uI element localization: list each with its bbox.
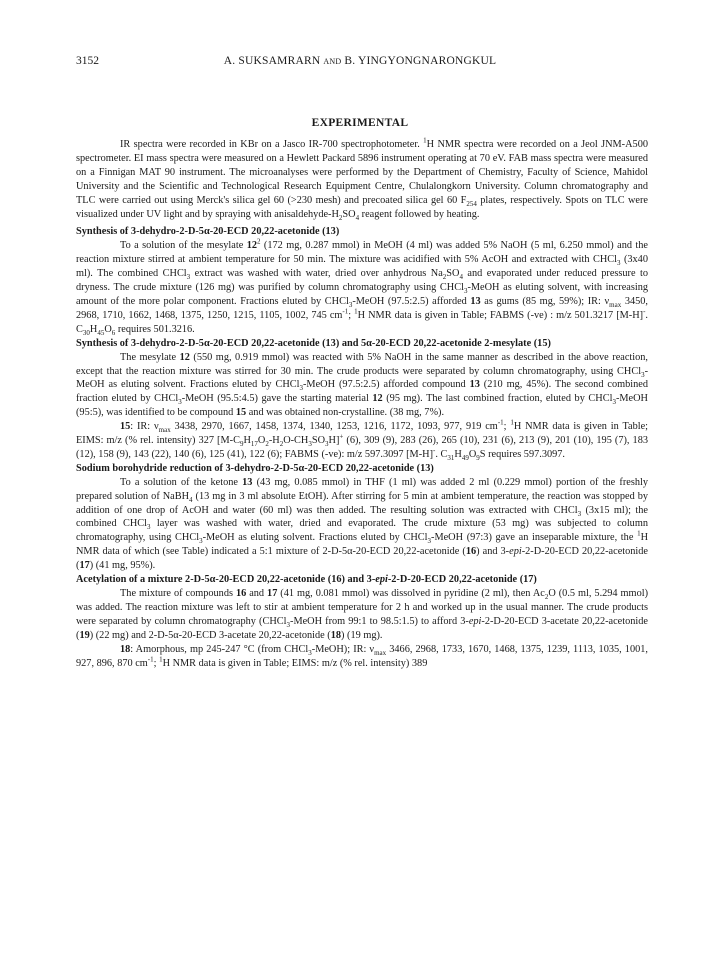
body-paragraph: To a solution of the ketone 13 (43 mg, 0.085 mmol) in THF (1 ml) was added 2 ml (0.229 mmol) portion of the freshly prepared solution of NaBH$_4$ (13 mg in 3 ml absolute EtOH). After stirring for 5 min at ambient temperature, the reaction was stopped by addition of one drop of AcOH and water (60 ml) was then added. The resulting solution was extracted with CHCl$_3$ (3x15 ml); the combined CHCl$_3$ layer was washed with water, dried and evaporated. The crude mixture (53 mg) was subjected to column chromatography, using CHCl$_3$-MeOH as eluting solvent. Fractions eluted by CHCl$_3$-MeOH (97:3) gave an inseparable mixture, the $^1$H NMR data of which (see Table) indicated a 5:1 mixture of 2-D-5α-20-ECD 20,22-acetonide (16) and 3-epi-2-D-20-ECD 20,22-acetonide (17) (41 mg, 95%). bbox=[76, 476, 649, 572]
running-header bbox=[76, 55, 644, 71]
page-number: 3152 bbox=[76, 55, 99, 67]
body-paragraph: To a solution of the mesylate $12^2$ (172 mg, 0.287 mmol) in MeOH (4 ml) was added 5% NaOH (5 ml, 6.250 mmol) and the reaction mixture stirred at ambient temperature for 50 min. The mixture was acidified with 5% AcOH and extracted with CHCl$_3$ (3x40 ml). The combined CHCl$_3$ extract was washed with water, dried over anhydrous $Na_2SO_4$ and evaporated under reduced pressure to dryness. The crude mixture (126 mg) was purified by column chromatography using CHCl$_3$-MeOH as eluting solvent, with increasing amount of the more polar component. Fractions eluted by CHCl$_3$-MeOH (97.5:2.5) afforded 13 as gums (85 mg, 59%); IR: $\nu_{max}$ 3450, 2968, 1710, 1662, 1468, 1375, 1250, 1215, 1105, 1002, 745 $cm^{-1}$; $^1$H NMR data is given in Table; FABMS (-ve) : m/z 501.3217 [M-H]-. $C_{30}H_{45}O_6$ requires 501.3216. bbox=[76, 237, 649, 337]
body-paragraph: 18: Amorphous, mp 245-247 °C (from CHCl$_3$-MeOH); IR: $\nu_{max}$ 3466, 2968, 1733, 1670, 1468, 1375, 1239, 1113, 1035, 1001, 927, 896, 870 $cm^{-1}$; $^1$H NMR data is given in Table; EIMS: m/z (% rel. intensity) 389 bbox=[76, 643, 648, 669]
subsection-heading: Acetylation of a mixture 2-D-5α-20-ECD 20,22-acetonide (16) and 3-epi-2-D-20-ECD 20,22-acetonide (17) bbox=[76, 574, 537, 586]
subsection-heading: Synthesis of 3-dehydro-2-D-5α-20-ECD 20,22-acetonide (13) bbox=[76, 226, 340, 238]
running-head-authors: A. SUKSAMRARN and B. YINGYONGNARONGKUL bbox=[223, 55, 497, 67]
body-paragraph: The mesylate 12 (550 mg, 0.919 mmol) was reacted with 5% NaOH in the same manner as described in the above reaction, except that the reaction mixture was stirred for 30 min. The crude products were separated by column chromatography, using CHCl$_3$-MeOH as eluting solvent. Fractions eluted by CHCl$_3$-MeOH (97.5:2.5) afforded compound 13 (210 mg, 45%). The second combined fraction eluted by CHCl$_3$-MeOH (95.5:4.5) gave the starting material 12 (95 mg). The last combined fraction, eluted by CHCl$_3$-MeOH (95:5), was identified to be compound 15 and was obtained non-crystalline. (38 mg, 7%). bbox=[76, 351, 649, 419]
body-paragraph: The mixture of compounds 16 and 17 (41 mg, 0.081 mmol) was dissolved in pyridine (2 ml), then $Ac_2O$ (0.5 ml, 5.294 mmol) was added. The reaction mixture was left to stir at ambient temperature for 2 h and worked up in the usual manner. The crude products were separated by column chromatography (CHCl$_3$-MeOH from 99:1 to 98.5:1.5) to afford 3-epi-2-D-20-ECD 3-acetate 20,22-acetonide (19) (22 mg) and 2-D-5α-20-ECD 3-acetate 20,22-acetonide (18) (19 mg). bbox=[76, 588, 649, 641]
body-paragraph: 15: IR: $\nu_{max}$ 3438, 2970, 1667, 1458, 1374, 1340, 1253, 1216, 1172, 1093, 977, 919 $cm^{-1}$; $^1$H NMR data is given in Table; EIMS: m/z (% rel. intensity) 327 $[M-C_9H_{17}O_2-H_2O-CH_3SO_3H]^+$ (6), 309 (9), 283 (26), 265 (10), 231 (6), 213 (9), 201 (10), 195 (7), 183 (12), 158 (9), 143 (22), 140 (6), 125 (41), 122 (6); FABMS (-ve): m/z 597.3097 [M-H]-. $C_{31}H_{49}O_9S$ requires 597.3097. bbox=[76, 418, 649, 462]
article-body bbox=[76, 138, 648, 670]
section-title: EXPERIMENTAL bbox=[311, 117, 409, 129]
subsection-heading: Sodium borohydride reduction of 3-dehydro-2-D-5α-20-ECD 20,22-acetonide (13) bbox=[76, 462, 434, 474]
intro-paragraph: IR spectra were recorded in KBr on a Jasco IR-700 spectrophotometer. $^1$H NMR spectra were recorded on a Jeol JNM-A500 spectrometer. EI mass spectra were measured on a Hewlett Packard 5896 instrument operating at 70 eV. FAB mass spectra were measured on a Finnigan MAT 90 instrument. The microanalyses were performed by the Department of Chemistry, Faculty of Science, Mahidol University and the Scientific and Technological Research Equipment Centre, Chulalongkorn University. Column chromatography and TLC were carried out using Merck's silica gel 60 (>230 mesh) and precoated silica gel 60 $F_{254}$ plates, respectively. Spots on TLC were visualized under UV light and by spraying with anisaldehyde-$H_2SO_4$ reagent followed by heating. bbox=[76, 136, 648, 222]
subsection-heading: Synthesis of 3-dehydro-2-D-5α-20-ECD 20,22-acetonide (13) and 5α-20-ECD 20,22-acetonide 2-mesylate (15) bbox=[76, 337, 551, 349]
